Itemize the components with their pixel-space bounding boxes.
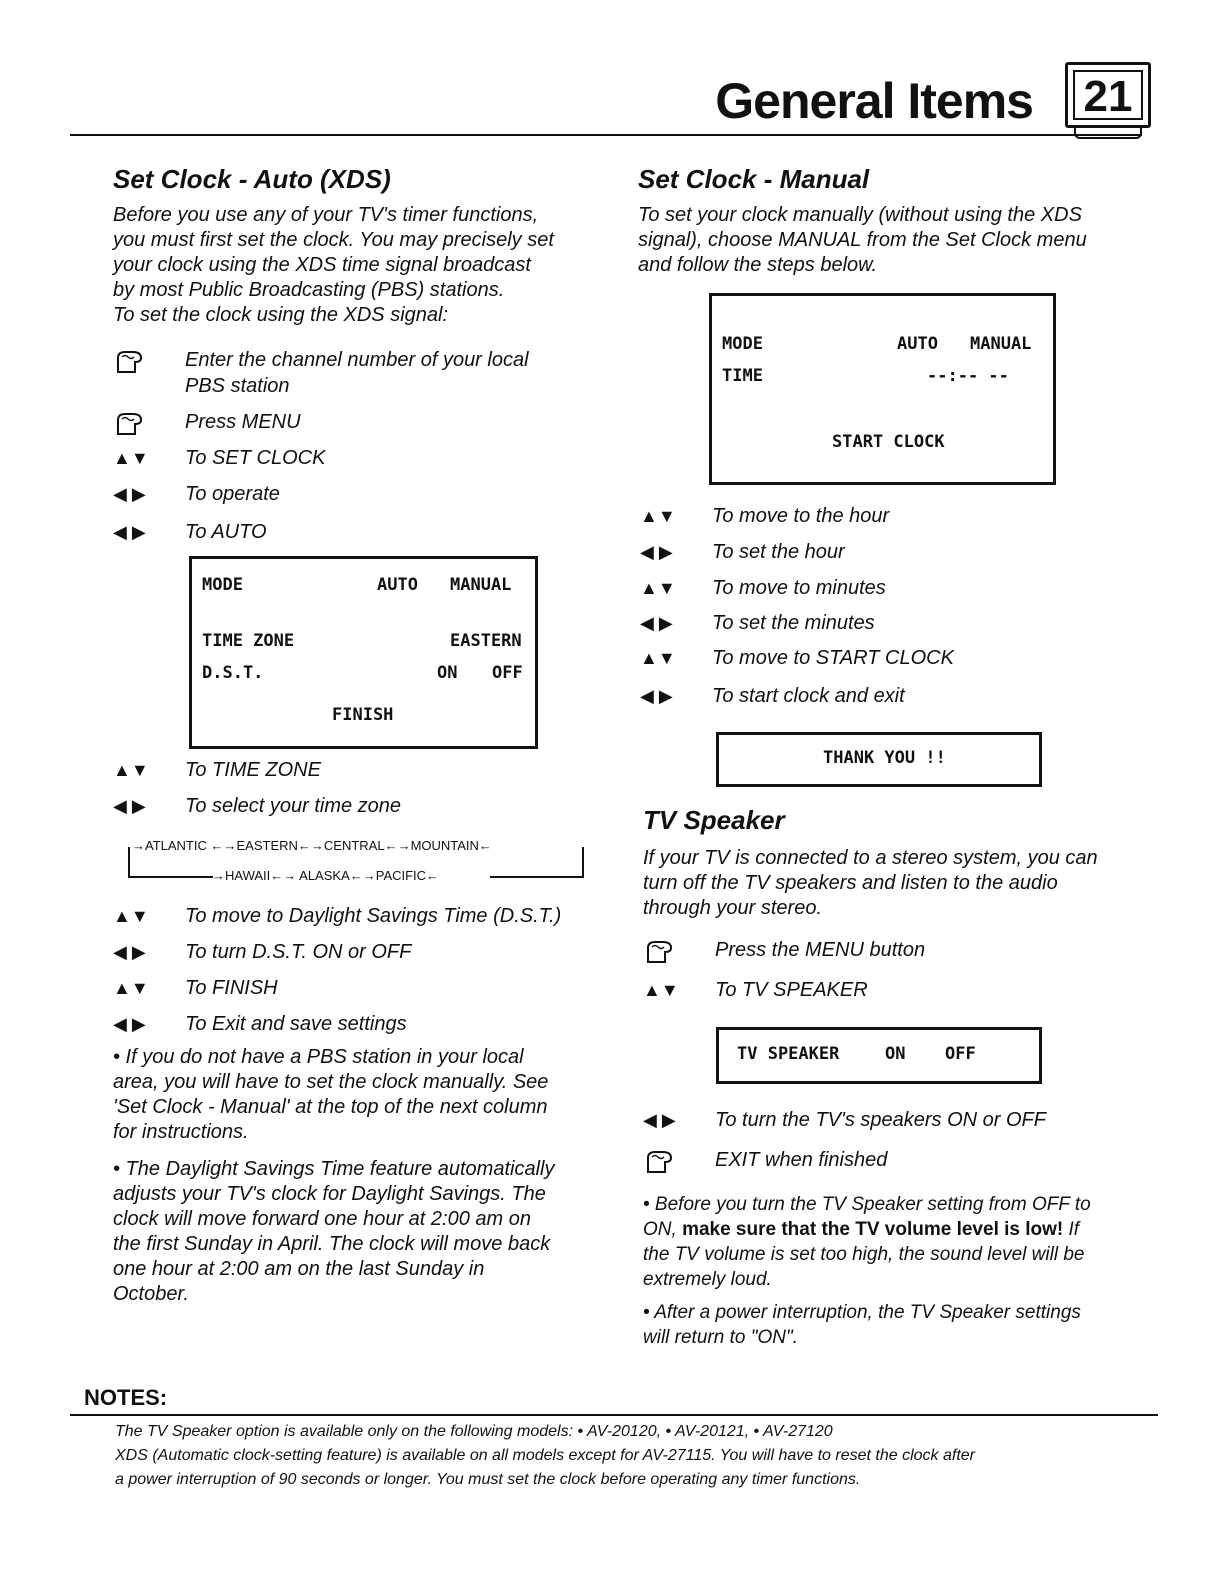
step-text: To turn the TV's speakers ON or OFF — [715, 1109, 1046, 1131]
notes-body — [115, 1420, 975, 1492]
left-right-arrows-icon: ◀ ▶ — [640, 613, 673, 633]
menu-auto-option: AUTO — [377, 575, 418, 595]
menu-start-clock: START CLOCK — [832, 432, 945, 452]
intro-line: through your stereo. — [643, 897, 822, 919]
step-row — [113, 348, 593, 374]
up-down-arrows-icon: ▲▼ — [113, 978, 149, 998]
remote-hand-icon — [643, 938, 715, 977]
note-line: • After a power interruption, the TV Speaker settings — [643, 1302, 1081, 1323]
speaker-menu-on: ON — [885, 1044, 906, 1064]
note-line: clock will move forward one hour at 2:00 am on — [113, 1208, 531, 1230]
auto-clock-menu — [189, 556, 538, 749]
volume-warning: make sure that the TV volume level is low! — [682, 1219, 1064, 1240]
left-right-arrows-icon: ◀ ▶ — [643, 1110, 676, 1130]
intro-line: signal), choose MANUAL from the Set Clock menu — [638, 229, 1087, 251]
auto-steps-b — [113, 758, 593, 830]
menu-manual-option: MANUAL — [450, 575, 512, 595]
speaker-menu — [716, 1027, 1042, 1084]
note-dst — [113, 1157, 554, 1307]
step-row — [113, 482, 593, 520]
auto-intro — [113, 203, 554, 328]
step-text: To TV SPEAKER — [715, 979, 868, 1001]
step-text: To select your time zone — [185, 795, 402, 817]
note-line: October. — [113, 1283, 189, 1305]
notes-line: a power interruption of 90 seconds or longer. You must set the clock before operating any timer functions. — [115, 1471, 861, 1488]
note-line: adjusts your TV's clock for Daylight Savings. The — [113, 1183, 546, 1205]
auto-steps-c — [113, 904, 593, 1048]
step-text: Enter the channel number of your local — [185, 349, 529, 371]
step-row — [640, 646, 1120, 684]
speaker-note-volume — [643, 1192, 1091, 1292]
intro-line: turn off the TV speakers and listen to the audio — [643, 872, 1058, 894]
intro-line: To set the clock using the XDS signal: — [113, 304, 448, 326]
step-text: To move to minutes — [712, 577, 886, 599]
step-text: To SET CLOCK — [185, 447, 326, 469]
notes-line: XDS (Automatic clock-setting feature) is available on all models except for AV-27115. You will have to reset the clock after — [115, 1447, 975, 1464]
menu-dst-on: ON — [437, 663, 458, 683]
remote-hand-icon — [113, 348, 185, 387]
intro-line: To set your clock manually (without using the XDS — [638, 204, 1082, 226]
menu-finish: FINISH — [332, 705, 394, 725]
step-row — [643, 1108, 1113, 1148]
step-row — [113, 446, 593, 482]
up-down-arrows-icon: ▲▼ — [640, 578, 676, 598]
cycle-line-right — [582, 847, 584, 877]
up-down-arrows-icon: ▲▼ — [643, 980, 679, 1000]
section-title-speaker: TV Speaker — [643, 805, 785, 835]
speaker-menu-label: TV SPEAKER — [737, 1044, 840, 1064]
menu-mode-label: MODE — [722, 334, 763, 354]
note-line: • The Daylight Savings Time feature automatically — [113, 1158, 555, 1180]
step-text: Press the MENU button — [715, 939, 926, 961]
note-line: the TV volume is set too high, the sound level will be — [643, 1244, 1085, 1265]
note-line: area, you will have to set the clock manually. See — [113, 1071, 549, 1093]
intro-line: and follow the steps below. — [638, 254, 878, 276]
step-row — [113, 410, 593, 446]
note-line: extremely loud. — [643, 1269, 772, 1290]
step-row — [640, 576, 1120, 611]
note-line: will return to "ON". — [643, 1327, 798, 1348]
left-right-arrows-icon: ◀ ▶ — [640, 542, 673, 562]
header-rule — [70, 134, 1142, 136]
note-line: • Before you turn the TV Speaker setting from OFF to — [643, 1194, 1091, 1215]
zone-row-2: →HAWAII←→ ALASKA←→PACIFIC← — [212, 868, 440, 883]
left-right-arrows-icon: ◀ ▶ — [113, 522, 146, 542]
left-right-arrows-icon: ◀ ▶ — [640, 686, 673, 706]
menu-time-value: --:-- -- — [927, 366, 1009, 386]
note-text: If — [1063, 1219, 1080, 1240]
notes-title: NOTES: — [84, 1385, 168, 1410]
step-row — [640, 504, 1120, 540]
cycle-line-bottom — [128, 876, 213, 878]
step-text: To set the hour — [712, 541, 845, 563]
menu-mode-label: MODE — [202, 575, 243, 595]
time-zone-cycle-diagram — [128, 838, 584, 884]
note-line — [643, 1217, 1091, 1242]
step-row — [643, 978, 1113, 1014]
step-row — [113, 374, 593, 410]
tv-stand-shape — [1074, 125, 1142, 139]
cycle-line-left — [128, 847, 130, 877]
step-text: Press MENU — [185, 411, 301, 433]
step-row — [643, 938, 1113, 978]
note-pbs — [113, 1045, 548, 1145]
manual-clock-menu — [709, 293, 1056, 485]
menu-manual-option: MANUAL — [970, 334, 1032, 354]
step-row — [640, 684, 1120, 720]
step-text: To TIME ZONE — [185, 759, 321, 781]
step-row — [113, 1012, 593, 1048]
step-text: To move to START CLOCK — [712, 647, 954, 669]
menu-dst-label: D.S.T. — [202, 663, 264, 683]
note-line: the first Sunday in April. The clock will move back — [113, 1233, 551, 1255]
step-row — [113, 794, 593, 830]
up-down-arrows-icon: ▲▼ — [113, 760, 149, 780]
step-text: To Exit and save settings — [185, 1013, 407, 1035]
auto-steps-a — [113, 348, 593, 550]
section-title-manual: Set Clock - Manual — [638, 164, 870, 194]
up-down-arrows-icon: ▲▼ — [113, 448, 149, 468]
step-text: To start clock and exit — [712, 685, 905, 707]
step-text: EXIT when finished — [715, 1149, 888, 1171]
thank-you-text: THANK YOU !! — [823, 748, 946, 768]
up-down-arrows-icon: ▲▼ — [640, 648, 676, 668]
menu-timezone-value: EASTERN — [450, 631, 522, 651]
menu-timezone-label: TIME ZONE — [202, 631, 295, 651]
up-down-arrows-icon: ▲▼ — [113, 906, 149, 926]
speaker-menu-off: OFF — [945, 1044, 976, 1064]
up-down-arrows-icon: ▲▼ — [640, 506, 676, 526]
manual-steps — [640, 504, 1120, 720]
zone-row-1: →ATLANTIC ←→EASTERN←→CENTRAL←→MOUNTAIN← — [132, 838, 492, 853]
left-right-arrows-icon: ◀ ▶ — [113, 796, 146, 816]
step-text: To operate — [185, 483, 280, 505]
speaker-steps — [643, 938, 1113, 1014]
note-line: one hour at 2:00 am on the last Sunday in — [113, 1258, 485, 1280]
step-text: To move to Daylight Savings Time (D.S.T.) — [185, 905, 562, 927]
step-row — [113, 904, 593, 940]
left-right-arrows-icon: ◀ ▶ — [113, 1014, 146, 1034]
intro-line: Before you use any of your TV's timer functions, — [113, 204, 539, 226]
step-row — [640, 540, 1120, 576]
step-row — [113, 520, 593, 550]
remote-hand-icon — [113, 410, 185, 449]
menu-auto-option: AUTO — [897, 334, 938, 354]
speaker-note-power — [643, 1300, 1081, 1350]
step-row — [640, 611, 1120, 646]
intro-line: If your TV is connected to a stereo system, you can — [643, 847, 1098, 869]
left-right-arrows-icon: ◀ ▶ — [113, 484, 146, 504]
step-row — [113, 940, 593, 976]
note-text: ON, — [643, 1219, 683, 1240]
step-row — [113, 758, 593, 794]
step-row — [113, 976, 593, 1012]
manual-intro — [638, 203, 1087, 278]
step-text: To set the minutes — [712, 612, 875, 634]
cycle-line-bottom-right — [490, 876, 584, 878]
step-text: To move to the hour — [712, 505, 890, 527]
notes-rule — [70, 1414, 1158, 1416]
left-right-arrows-icon: ◀ ▶ — [113, 942, 146, 962]
intro-line: by most Public Broadcasting (PBS) stations. — [113, 279, 505, 301]
remote-hand-icon — [643, 1148, 715, 1187]
step-text: To turn D.S.T. ON or OFF — [185, 941, 412, 963]
menu-dst-off: OFF — [492, 663, 523, 683]
step-text: PBS station — [185, 375, 290, 397]
step-text: To AUTO — [185, 521, 267, 543]
note-line: 'Set Clock - Manual' at the top of the next column — [113, 1096, 548, 1118]
speaker-steps-2 — [643, 1108, 1113, 1184]
thank-you-box — [716, 732, 1042, 787]
intro-line: you must first set the clock. You may precisely set — [113, 229, 554, 251]
speaker-intro — [643, 846, 1098, 921]
notes-line: The TV Speaker option is available only on the following models: • AV-20120, • AV-20121, • AV-27120 — [115, 1423, 833, 1440]
step-row — [643, 1148, 1113, 1184]
intro-line: your clock using the XDS time signal broadcast — [113, 254, 531, 276]
step-text: To FINISH — [185, 977, 278, 999]
page-number-badge — [1065, 62, 1151, 128]
note-line: • If you do not have a PBS station in your local — [113, 1046, 524, 1068]
section-title-auto: Set Clock - Auto (XDS) — [113, 164, 391, 194]
menu-time-label: TIME — [722, 366, 763, 386]
page-number: 21 — [1073, 70, 1143, 120]
page-title: General Items — [715, 73, 1033, 129]
note-line: for instructions. — [113, 1121, 249, 1143]
